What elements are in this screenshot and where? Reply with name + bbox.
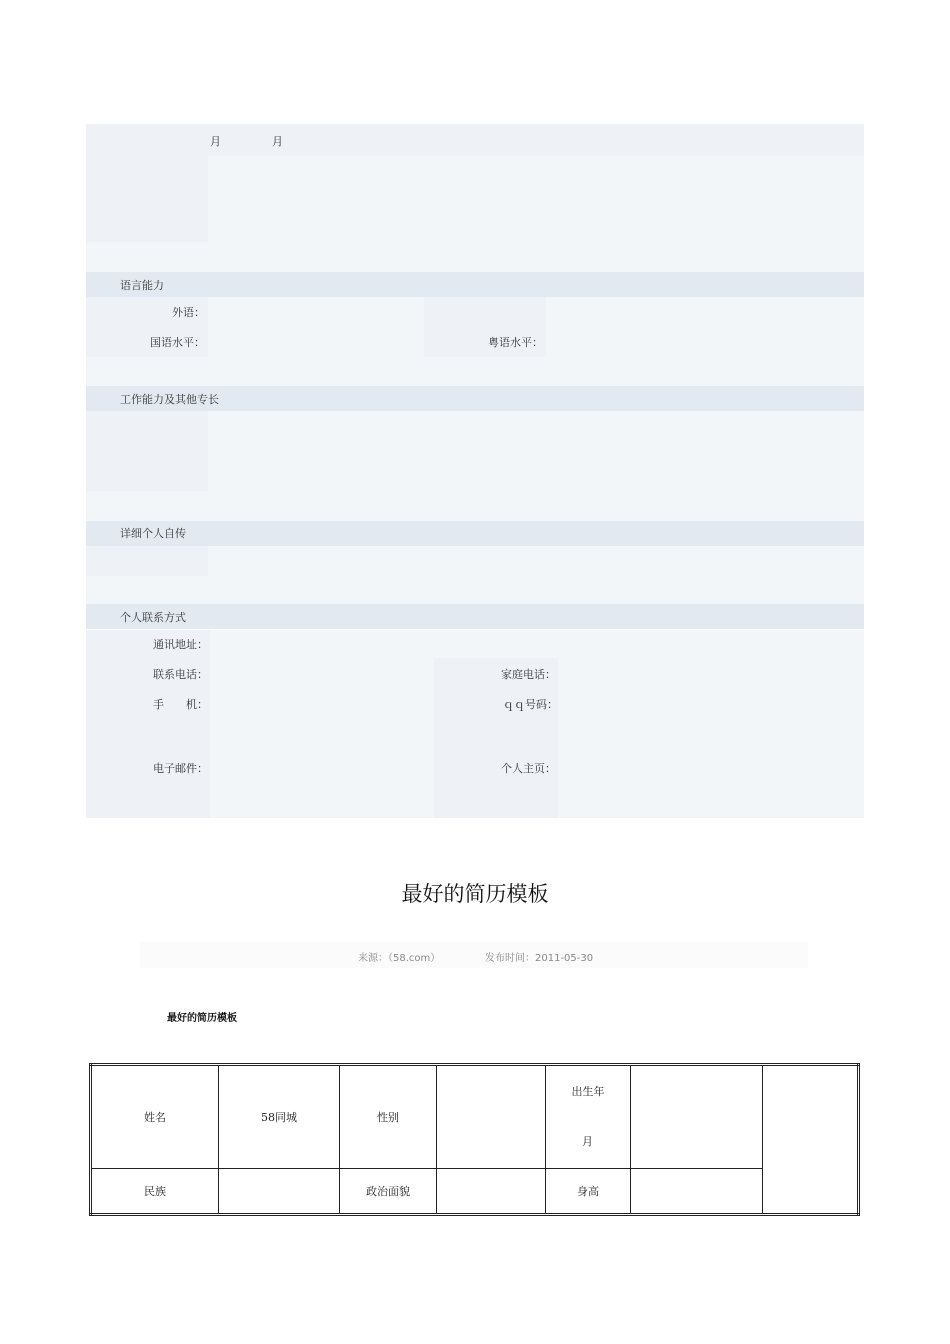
political-label-cell: 政治面貌 [340,1169,437,1215]
contact-section-header [86,604,864,629]
autobiography-section-header [86,521,864,546]
birth-value-cell [631,1065,763,1169]
article-title: 最好的简历模板 [401,882,549,906]
gender-label-cell: 性别 [340,1065,437,1169]
ethnicity-label-cell: 民族 [91,1169,219,1215]
name-label-cell: 姓名 [91,1065,219,1169]
phone-label: 联系电话： [153,668,208,681]
email-label: 电子邮件： [153,762,208,775]
gender-value-cell [437,1065,546,1169]
height-value-cell [631,1169,763,1215]
home-phone-label: 家庭电话： [501,668,556,681]
cantonese-level-label: 粤语水平： [488,336,543,349]
article-publish-time: 发布时间：2011-05-30 [485,953,594,964]
month-label-end: 月 [272,135,283,148]
month-label-start: 月 [210,135,221,148]
birth-label-line1: 出生年 [571,1085,605,1098]
article-source: 来源：（58.com） [358,953,441,964]
homepage-label: 个人主页： [501,762,556,775]
address-label: 通讯地址： [153,638,208,651]
qq-label: ｑｑ号码： [503,698,558,711]
experience-spacer [86,247,864,272]
political-value-cell [437,1169,546,1215]
contact-label-col-right [434,658,558,818]
autobiography-section-title: 详细个人自传 [120,527,186,540]
height-label-cell: 身高 [546,1169,631,1215]
article-subtitle: 最好的简历模板 [167,1013,237,1024]
language-section-header [86,272,864,297]
mobile-label: 手 机： [153,698,208,711]
mandarin-level-label: 国语水平： [150,336,205,349]
skills-section-title: 工作能力及其他专长 [120,393,219,406]
birth-label-line2: 月 [582,1135,593,1148]
resume-form-table [89,1063,860,1216]
birth-label-cell [546,1065,631,1169]
contact-label-col-left [86,630,210,818]
foreign-language-label: 外语： [172,306,205,319]
autobiography-label-cell [86,546,208,576]
contact-section-title: 个人联系方式 [120,611,186,624]
skills-label-cell [86,411,208,491]
language-section-title: 语言能力 [120,279,164,292]
article-meta-bar [140,942,808,968]
month-row [86,124,864,156]
photo-cell [763,1065,859,1215]
name-value-cell: 58同城 [219,1065,340,1169]
ethnicity-value-cell [219,1169,340,1215]
